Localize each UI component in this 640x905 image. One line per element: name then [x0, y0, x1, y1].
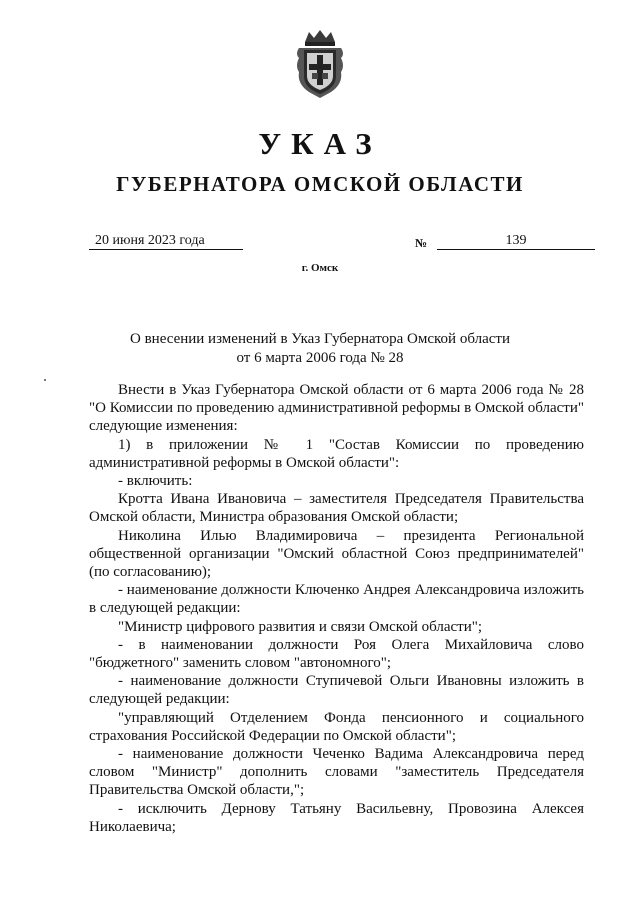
- body-paragraph: - наименование должности Ступичевой Ольги Ивановны изложить в следующей редакции:: [89, 673, 584, 708]
- body-paragraph: - исключить Дернову Татьяну Васильевну, Провозина Алексея Николаевича;: [89, 800, 584, 835]
- scan-dot: [44, 379, 46, 381]
- number-label: №: [415, 236, 428, 250]
- body-paragraph: 1) в приложении № 1 "Состав Комиссии по проведению административной реформы в Омской области":: [89, 436, 584, 471]
- body-paragraph: - наименование должности Чеченко Вадима Александровича перед словом "Министр" дополнить словами "заместитель Председателя Правительства Омской области,";: [89, 746, 584, 799]
- body-paragraph: Николина Илью Владимировича – президента Региональной общественной организации "Омский областной Союз предпринимателей" (по согласованию);: [89, 527, 584, 581]
- body-paragraph: - включить:: [118, 473, 193, 490]
- document-issuer: ГУБЕРНАТОРА ОМСКОЙ ОБЛАСТИ: [116, 172, 524, 196]
- document-date: 20 июня 2023 года: [89, 233, 243, 250]
- body-paragraph: Внести в Указ Губернатора Омской области от 6 марта 2006 года № 28 "О Комиссии по проведению административной реформы в Омской области" следующие изменения:: [89, 382, 584, 435]
- body-paragraph: Кротта Ивана Ивановича – заместителя Председателя Правительства Омской области, Министра образования Омской области;: [89, 491, 584, 526]
- document-city: г. Омск: [301, 262, 339, 274]
- subject-line: О внесении изменений в Указ Губернатора Омской области: [130, 331, 510, 347]
- body-paragraph: "управляющий Отделением Фонда пенсионного и социального страхования Российской Федерации по Омской области";: [89, 709, 584, 744]
- document-subject: [100, 330, 540, 368]
- coat-of-arms-icon: [291, 28, 349, 100]
- document-number: 139: [437, 233, 595, 250]
- document-body: [89, 381, 584, 836]
- subject-line: от 6 марта 2006 года № 28: [236, 350, 404, 366]
- body-paragraph: - наименование должности Ключенко Андрея Александровича изложить в следующей редакции:: [89, 582, 584, 617]
- body-paragraph: "Министр цифрового развития и связи Омской области";: [118, 618, 483, 635]
- document-title: УКАЗ: [258, 126, 382, 161]
- body-paragraph: - в наименовании должности Роя Олега Михайловича слово "бюджетного" заменить словом "автономного";: [89, 636, 584, 672]
